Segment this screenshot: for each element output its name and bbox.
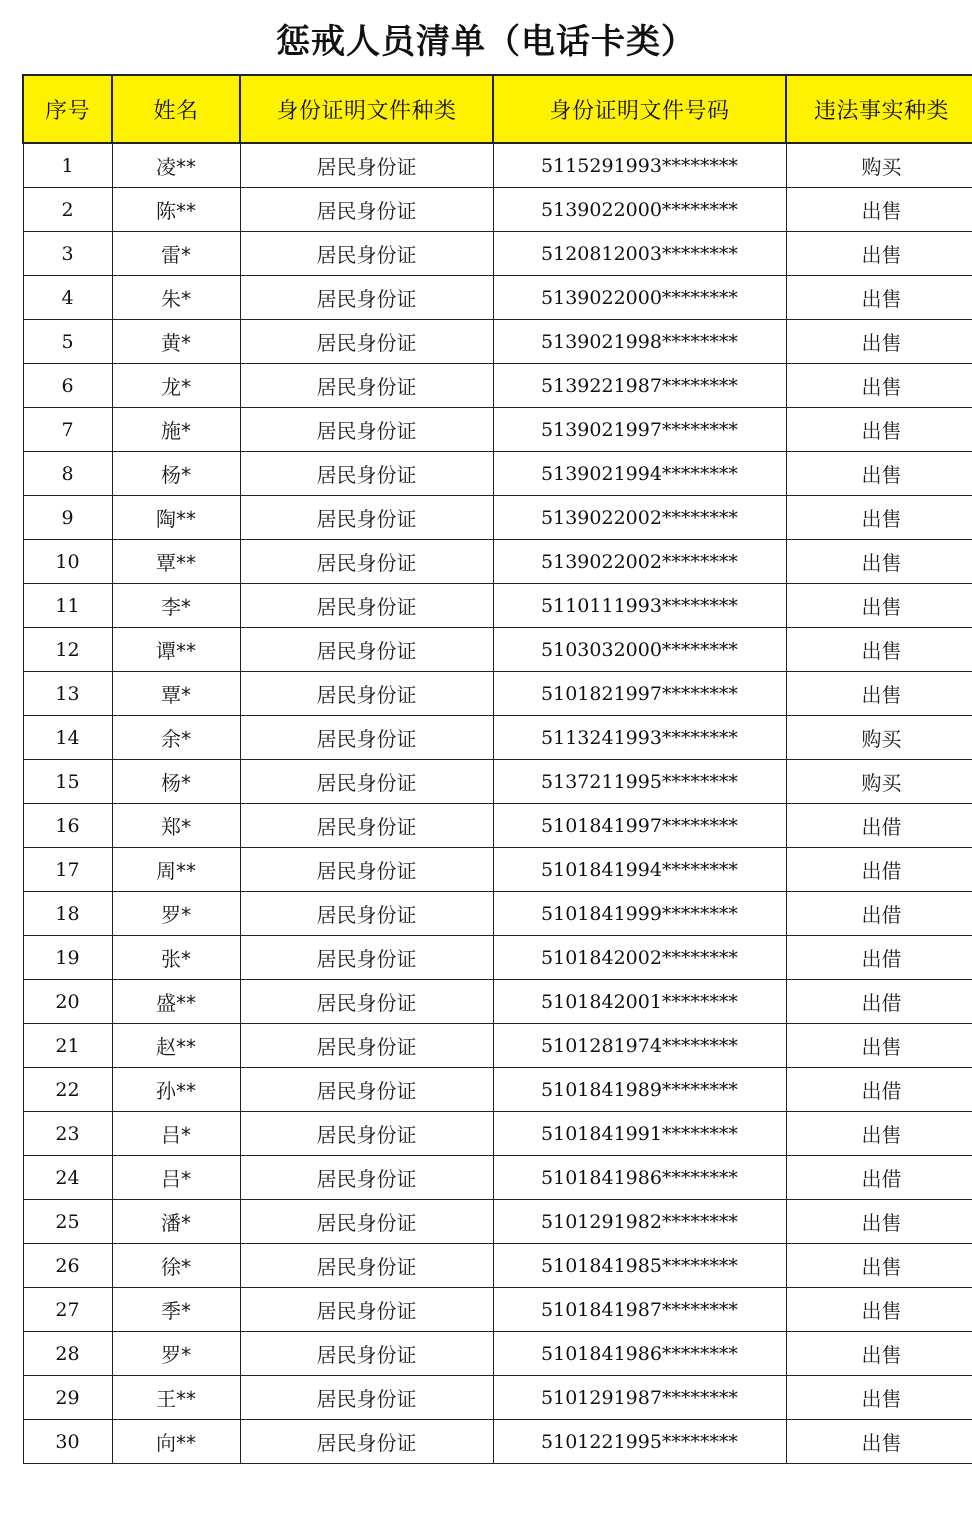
cell-id-document-type: 居民身份证 (240, 1376, 493, 1420)
cell-name: 徐* (112, 1244, 240, 1288)
cell-id-document-number: 5139022002******** (493, 540, 786, 584)
table-row (23, 408, 972, 452)
cell-id-document-type: 居民身份证 (240, 143, 493, 188)
table-row (23, 760, 972, 804)
cell-serial-number: 11 (23, 584, 112, 628)
cell-id-document-number: 5101841991******** (493, 1112, 786, 1156)
cell-violation-type: 购买 (786, 716, 972, 760)
cell-name: 李* (112, 584, 240, 628)
table-row (23, 804, 972, 848)
cell-serial-number: 17 (23, 848, 112, 892)
cell-name: 罗* (112, 1332, 240, 1376)
cell-serial-number: 7 (23, 408, 112, 452)
cell-id-document-number: 5101291982******** (493, 1200, 786, 1244)
table-row (23, 584, 972, 628)
cell-id-document-number: 5101841994******** (493, 848, 786, 892)
cell-serial-number: 28 (23, 1332, 112, 1376)
cell-violation-type: 出借 (786, 1156, 972, 1200)
cell-id-document-type: 居民身份证 (240, 452, 493, 496)
cell-violation-type: 出售 (786, 628, 972, 672)
cell-name: 朱* (112, 276, 240, 320)
cell-name: 周** (112, 848, 240, 892)
cell-name: 杨* (112, 760, 240, 804)
table-row (23, 1332, 972, 1376)
cell-serial-number: 13 (23, 672, 112, 716)
cell-name: 凌** (112, 143, 240, 188)
cell-name: 吕* (112, 1112, 240, 1156)
table-row (23, 716, 972, 760)
cell-violation-type: 出售 (786, 408, 972, 452)
cell-serial-number: 30 (23, 1420, 112, 1464)
cell-id-document-type: 居民身份证 (240, 232, 493, 276)
cell-name: 罗* (112, 892, 240, 936)
cell-id-document-type: 居民身份证 (240, 276, 493, 320)
cell-id-document-number: 5101841997******** (493, 804, 786, 848)
cell-serial-number: 4 (23, 276, 112, 320)
cell-id-document-type: 居民身份证 (240, 1332, 493, 1376)
cell-serial-number: 27 (23, 1288, 112, 1332)
cell-name: 余* (112, 716, 240, 760)
cell-id-document-type: 居民身份证 (240, 1420, 493, 1464)
cell-serial-number: 10 (23, 540, 112, 584)
header-id-document-type: 身份证明文件种类 (240, 75, 493, 143)
cell-id-document-type: 居民身份证 (240, 584, 493, 628)
cell-id-document-number: 5110111993******** (493, 584, 786, 628)
cell-serial-number: 8 (23, 452, 112, 496)
cell-violation-type: 出售 (786, 1112, 972, 1156)
cell-violation-type: 出借 (786, 848, 972, 892)
cell-id-document-type: 居民身份证 (240, 496, 493, 540)
cell-name: 龙* (112, 364, 240, 408)
cell-name: 吕* (112, 1156, 240, 1200)
cell-id-document-number: 5113241993******** (493, 716, 786, 760)
table-row (23, 1376, 972, 1420)
cell-name: 施* (112, 408, 240, 452)
cell-id-document-number: 5101841986******** (493, 1156, 786, 1200)
cell-id-document-number: 5139022000******** (493, 188, 786, 232)
cell-id-document-type: 居民身份证 (240, 364, 493, 408)
cell-id-document-number: 5139221987******** (493, 364, 786, 408)
cell-violation-type: 出售 (786, 672, 972, 716)
table-row (23, 496, 972, 540)
cell-name: 陶** (112, 496, 240, 540)
cell-id-document-type: 居民身份证 (240, 716, 493, 760)
cell-serial-number: 3 (23, 232, 112, 276)
cell-name: 向** (112, 1420, 240, 1464)
table-row (23, 143, 972, 188)
cell-id-document-number: 5139021997******** (493, 408, 786, 452)
cell-serial-number: 20 (23, 980, 112, 1024)
table-row (23, 1420, 972, 1464)
cell-id-document-type: 居民身份证 (240, 1024, 493, 1068)
cell-violation-type: 出售 (786, 364, 972, 408)
cell-serial-number: 2 (23, 188, 112, 232)
cell-violation-type: 出售 (786, 1244, 972, 1288)
cell-id-document-number: 5137211995******** (493, 760, 786, 804)
cell-serial-number: 29 (23, 1376, 112, 1420)
cell-serial-number: 18 (23, 892, 112, 936)
cell-id-document-number: 5139021994******** (493, 452, 786, 496)
cell-serial-number: 6 (23, 364, 112, 408)
cell-id-document-number: 5101281974******** (493, 1024, 786, 1068)
table-row (23, 892, 972, 936)
table-row (23, 1024, 972, 1068)
cell-name: 孙** (112, 1068, 240, 1112)
cell-id-document-number: 5103032000******** (493, 628, 786, 672)
cell-id-document-number: 5101841999******** (493, 892, 786, 936)
cell-violation-type: 出售 (786, 1024, 972, 1068)
cell-name: 赵** (112, 1024, 240, 1068)
cell-name: 盛** (112, 980, 240, 1024)
cell-name: 潘* (112, 1200, 240, 1244)
cell-violation-type: 出售 (786, 584, 972, 628)
table-row (23, 232, 972, 276)
cell-serial-number: 19 (23, 936, 112, 980)
table-row (23, 1112, 972, 1156)
cell-id-document-type: 居民身份证 (240, 408, 493, 452)
cell-violation-type: 购买 (786, 760, 972, 804)
cell-serial-number: 16 (23, 804, 112, 848)
table-row (23, 540, 972, 584)
header-serial-number: 序号 (23, 75, 112, 143)
cell-violation-type: 购买 (786, 143, 972, 188)
cell-violation-type: 出售 (786, 232, 972, 276)
cell-id-document-type: 居民身份证 (240, 1068, 493, 1112)
cell-id-document-type: 居民身份证 (240, 1288, 493, 1332)
table-row (23, 188, 972, 232)
cell-id-document-number: 5101841989******** (493, 1068, 786, 1112)
table-row (23, 1288, 972, 1332)
cell-name: 王** (112, 1376, 240, 1420)
cell-id-document-type: 居民身份证 (240, 540, 493, 584)
cell-violation-type: 出借 (786, 980, 972, 1024)
cell-violation-type: 出售 (786, 452, 972, 496)
cell-name: 覃* (112, 672, 240, 716)
cell-id-document-number: 5101842001******** (493, 980, 786, 1024)
cell-violation-type: 出售 (786, 276, 972, 320)
cell-serial-number: 14 (23, 716, 112, 760)
cell-id-document-number: 5101291987******** (493, 1376, 786, 1420)
cell-id-document-number: 5101841986******** (493, 1332, 786, 1376)
cell-violation-type: 出售 (786, 540, 972, 584)
table-row (23, 1200, 972, 1244)
cell-serial-number: 12 (23, 628, 112, 672)
cell-id-document-number: 5101221995******** (493, 1420, 786, 1464)
header-row (23, 75, 972, 143)
cell-violation-type: 出借 (786, 892, 972, 936)
cell-violation-type: 出售 (786, 496, 972, 540)
cell-id-document-number: 5101841987******** (493, 1288, 786, 1332)
cell-id-document-type: 居民身份证 (240, 188, 493, 232)
cell-violation-type: 出借 (786, 1068, 972, 1112)
table-header (23, 75, 972, 143)
cell-serial-number: 15 (23, 760, 112, 804)
cell-name: 黄* (112, 320, 240, 364)
cell-id-document-number: 5139021998******** (493, 320, 786, 364)
table-row (23, 1156, 972, 1200)
cell-id-document-number: 5120812003******** (493, 232, 786, 276)
table-row (23, 452, 972, 496)
cell-id-document-type: 居民身份证 (240, 848, 493, 892)
cell-id-document-type: 居民身份证 (240, 320, 493, 364)
cell-name: 郑* (112, 804, 240, 848)
cell-id-document-number: 5101841985******** (493, 1244, 786, 1288)
cell-serial-number: 23 (23, 1112, 112, 1156)
punishment-roster-table (22, 74, 972, 1464)
cell-serial-number: 1 (23, 143, 112, 188)
cell-name: 张* (112, 936, 240, 980)
cell-name: 覃** (112, 540, 240, 584)
cell-id-document-type: 居民身份证 (240, 804, 493, 848)
cell-id-document-number: 5115291993******** (493, 143, 786, 188)
table-row (23, 320, 972, 364)
table-row (23, 276, 972, 320)
table-row (23, 628, 972, 672)
cell-name: 杨* (112, 452, 240, 496)
cell-serial-number: 24 (23, 1156, 112, 1200)
cell-name: 季* (112, 1288, 240, 1332)
header-name: 姓名 (112, 75, 240, 143)
cell-serial-number: 5 (23, 320, 112, 364)
cell-id-document-type: 居民身份证 (240, 1200, 493, 1244)
cell-name: 雷* (112, 232, 240, 276)
header-id-document-number: 身份证明文件号码 (493, 75, 786, 143)
table-row (23, 936, 972, 980)
table-row (23, 1244, 972, 1288)
cell-violation-type: 出借 (786, 936, 972, 980)
cell-id-document-number: 5101842002******** (493, 936, 786, 980)
cell-serial-number: 25 (23, 1200, 112, 1244)
cell-violation-type: 出售 (786, 1376, 972, 1420)
page-title: 惩戒人员清单（电话卡类） (276, 22, 696, 62)
header-violation-type: 违法事实种类 (786, 75, 972, 143)
cell-id-document-number: 5139022002******** (493, 496, 786, 540)
cell-violation-type: 出售 (786, 1420, 972, 1464)
table-row (23, 1068, 972, 1112)
cell-name: 谭** (112, 628, 240, 672)
cell-id-document-type: 居民身份证 (240, 628, 493, 672)
table-row (23, 672, 972, 716)
cell-violation-type: 出售 (786, 1200, 972, 1244)
cell-violation-type: 出借 (786, 804, 972, 848)
cell-id-document-type: 居民身份证 (240, 760, 493, 804)
cell-violation-type: 出售 (786, 1288, 972, 1332)
cell-id-document-number: 5101821997******** (493, 672, 786, 716)
cell-id-document-type: 居民身份证 (240, 672, 493, 716)
cell-serial-number: 9 (23, 496, 112, 540)
table-row (23, 848, 972, 892)
cell-serial-number: 26 (23, 1244, 112, 1288)
cell-id-document-type: 居民身份证 (240, 1156, 493, 1200)
table-row (23, 980, 972, 1024)
cell-id-document-type: 居民身份证 (240, 980, 493, 1024)
cell-serial-number: 21 (23, 1024, 112, 1068)
table-body (23, 143, 972, 1464)
cell-id-document-type: 居民身份证 (240, 936, 493, 980)
table-row (23, 364, 972, 408)
cell-violation-type: 出售 (786, 320, 972, 364)
cell-id-document-type: 居民身份证 (240, 892, 493, 936)
cell-serial-number: 22 (23, 1068, 112, 1112)
cell-id-document-number: 5139022000******** (493, 276, 786, 320)
cell-id-document-type: 居民身份证 (240, 1244, 493, 1288)
cell-violation-type: 出售 (786, 1332, 972, 1376)
cell-violation-type: 出售 (786, 188, 972, 232)
cell-id-document-type: 居民身份证 (240, 1112, 493, 1156)
cell-name: 陈** (112, 188, 240, 232)
